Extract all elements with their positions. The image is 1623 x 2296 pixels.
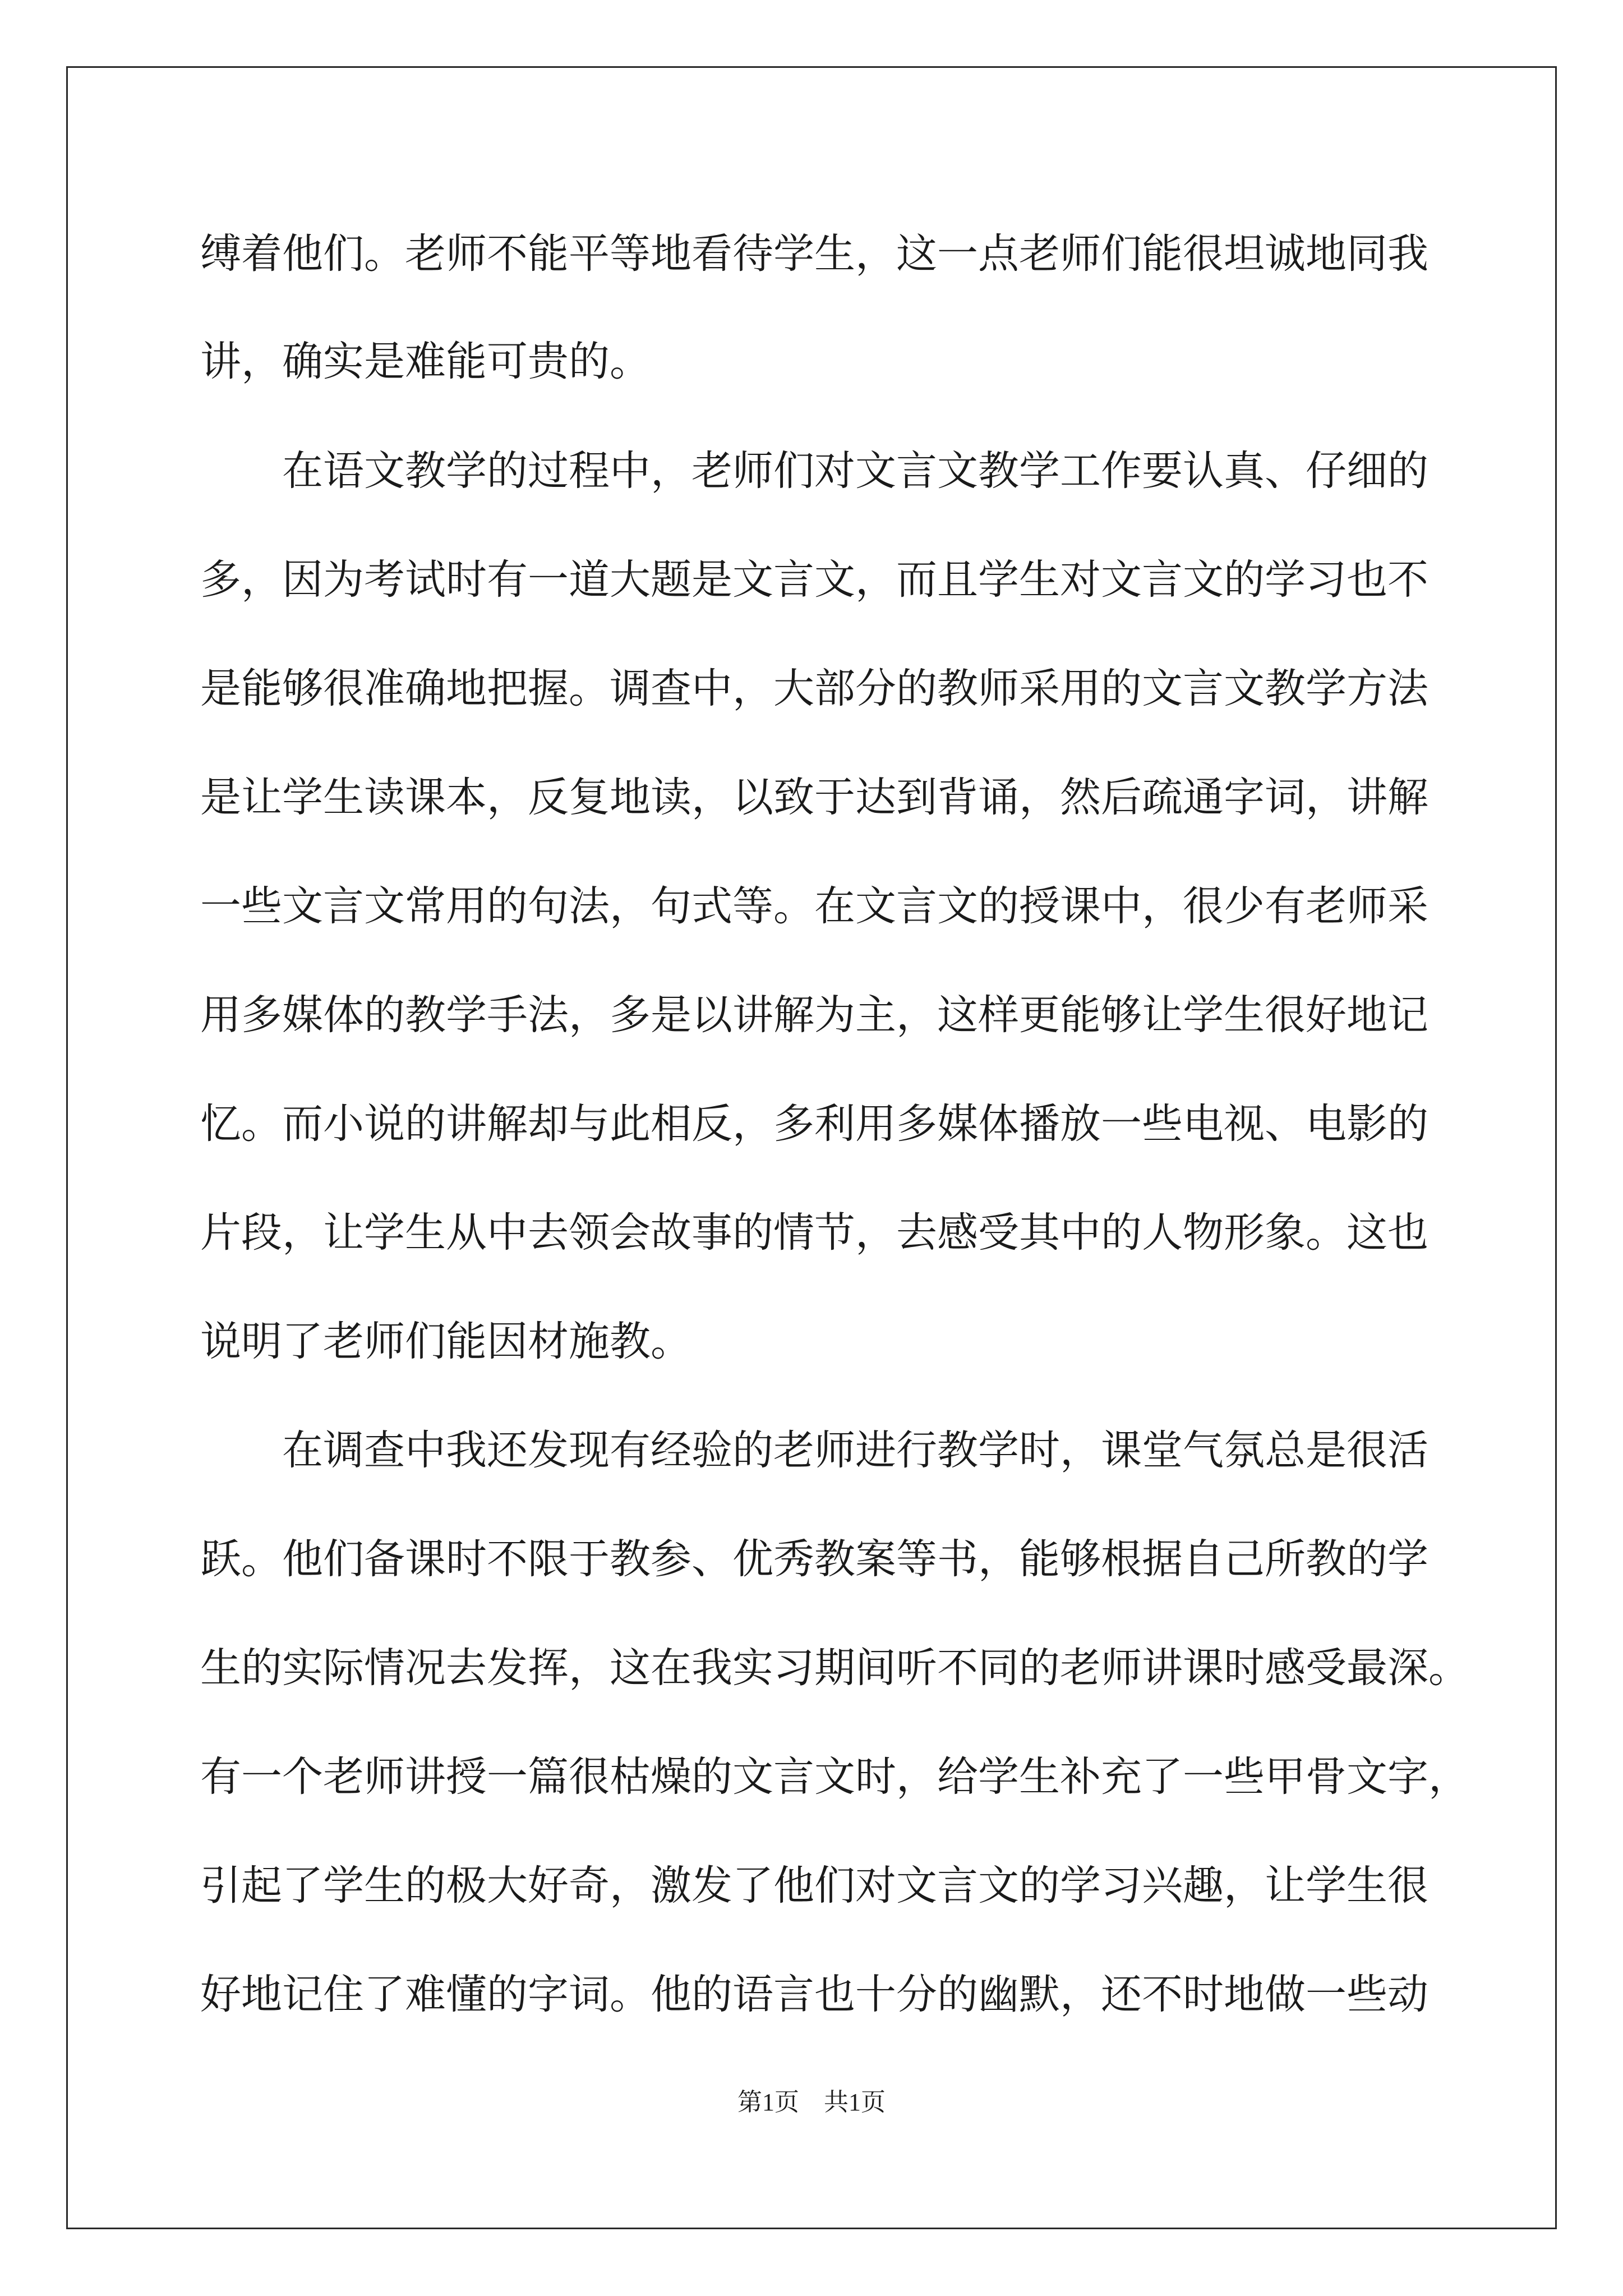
text-line: 忆。而小说的讲解却与此相反，多利用多媒体播放一些电视、电影的 bbox=[200, 1100, 1428, 1148]
text-line: 在语文教学的过程中，老师们对文言文教学工作要认真、仔细的 bbox=[200, 447, 1428, 495]
text-line: 是能够很准确地把握。调查中，大部分的教师采用的文言文教学方法 bbox=[200, 665, 1428, 712]
text-line: 一些文言文常用的句法，句式等。在文言文的授课中，很少有老师采 bbox=[200, 882, 1428, 930]
text-line: 好地记住了难懂的字词。他的语言也十分的幽默，还不时地做一些动 bbox=[200, 1971, 1428, 2018]
text-line: 用多媒体的教学手法，多是以讲解为主，这样更能够让学生很好地记 bbox=[200, 991, 1428, 1039]
text-line: 多，因为考试时有一道大题是文言文，而且学生对文言文的学习也不 bbox=[200, 556, 1428, 604]
text-line: 有一个老师讲授一篇很枯燥的文言文时，给学生补充了一些甲骨文字， bbox=[200, 1753, 1469, 1801]
text-line: 讲，确实是难能可贵的。 bbox=[200, 338, 651, 385]
text-line: 是让学生读课本，反复地读，以致于达到背诵，然后疏通字词，讲解 bbox=[200, 774, 1428, 821]
text-line: 说明了老师们能因材施教。 bbox=[200, 1318, 691, 1365]
text-line: 跃。他们备课时不限于教参、优秀教案等书，能够根据自己所教的学 bbox=[200, 1535, 1428, 1583]
page-number-footer: 第1页 共1页 bbox=[737, 2088, 886, 2116]
text-line: 缚着他们。老师不能平等地看待学生，这一点老师们能很坦诚地同我 bbox=[200, 230, 1428, 278]
text-line: 引起了学生的极大好奇，激发了他们对文言文的学习兴趣，让学生很 bbox=[200, 1862, 1428, 1910]
text-line: 生的实际情况去发挥，这在我实习期间听不同的老师讲课时感受最深。 bbox=[200, 1644, 1469, 1692]
text-line: 在调查中我还发现有经验的老师进行教学时，课堂气氛总是很活 bbox=[200, 1427, 1428, 1474]
text-line: 片段，让学生从中去领会故事的情节，去感受其中的人物形象。这也 bbox=[200, 1209, 1428, 1257]
